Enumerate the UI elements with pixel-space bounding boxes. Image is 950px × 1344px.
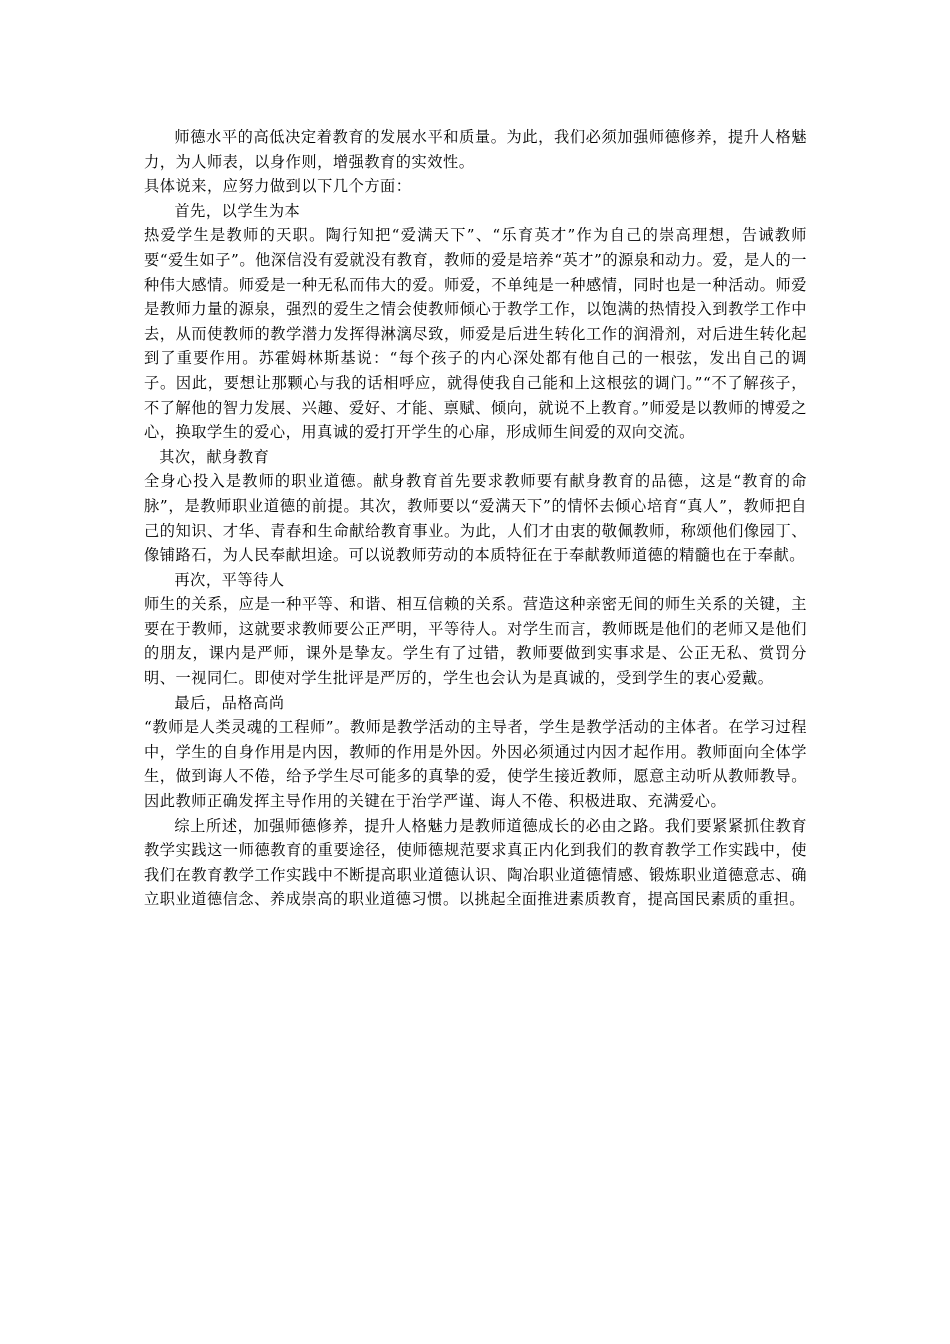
section-heading-student-centered: 首先，以学生为本 <box>174 201 301 220</box>
section-body-character: “教师是人类灵魂的工程师”。教师是教学活动的主导者，学生是教学活动的主体者。在学习过程中，学生的自身作用是内因，教师的作用是外因。外因必须通过内因才起作用。教师面向全体学生，做到诲人不倦，给予学生尽可能多的真挚的爱，使学生接近教师，愿意主动听从教师教导。因此教师正确发挥主导作用的关键在于治学严谨、诲人不倦、积极进取、充满爱心。 <box>144 718 807 811</box>
conclusion-paragraph: 综上所述，加强师德修养，提升人格魅力是教师道德成长的必由之路。我们要紧紧抓住教育教学实践这一师德教育的重要途径，使师德规范要求真正内化到我们的教育教学工作实践中，使我们在教育教学工作实践中不断提高职业道德认识、陶冶职业道德情感、锻炼职业道德意志、确立职业道德信念、养成崇高的职业道德习惯。以挑起全面推进素质教育，提高国民素质的重担。 <box>144 816 807 909</box>
section-body-equality: 师生的关系，应是一种平等、和谐、相互信赖的关系。营造这种亲密无间的师生关系的关键，主要在于教师，这就要求教师要公正严明，平等待人。对学生而言，教师既是他们的老师又是他们的朋友，课内是严师，课外是挚友。学生有了过错，教师要做到实事求是、公正无私、赏罚分明、一视同仁。即使对学生批评是严厉的，学生也会认为是真诚的，受到学生的衷心爱戴。 <box>144 595 807 688</box>
lead-paragraph: 具体说来，应努力做到以下几个方面： <box>144 177 412 196</box>
intro-paragraph: 师德水平的高低决定着教育的发展水平和质量。为此，我们必须加强师德修养，提升人格魅力，为人师表，以身作则，增强教育的实效性。 <box>144 128 807 171</box>
document-body <box>144 125 807 912</box>
section-body-student-centered: 热爱学生是教师的天职。陶行知把“爱满天下”、“乐育英才”作为自己的崇高理想，告诫教师要“爱生如子”。他深信没有爱就没有教育，教师的爱是培养“英才”的源泉和动力。爱，是人的一种伟大感情。师爱是一种无私而伟大的爱。师爱，不单纯是一种感情，同时也是一种活动。师爱是教师力量的源泉，强烈的爱生之情会使教师倾心于教学工作，以饱满的热情投入到教学工作中去，从而使教师的教学潜力发挥得淋漓尽致，师爱是后进生转化工作的润滑剂，对后进生转化起到了重要作用。苏霍姆林斯基说：“每个孩子的内心深处都有他自己的一根弦，发出自己的调子。因此，要想让那颗心与我的话相呼应，就得使我自己能和上这根弦的调门。”“不了解孩子，不了解他的智力发展、兴趣、爱好、才能、禀赋、倾向，就说不上教育。”师爱是以教师的博爱之心，换取学生的爱心，用真诚的爱打开学生的心扉，形成师生间爱的双向交流。 <box>144 226 807 442</box>
section-heading-character: 最后，品格高尚 <box>174 693 285 712</box>
section-heading-equality: 再次，平等待人 <box>174 570 285 589</box>
section-body-dedication: 全身心投入是教师的职业道德。献身教育首先要求教师要有献身教育的品德，这是“教育的命脉”，是教师职业道德的前提。其次，教师要以“爱满天下”的情怀去倾心培育“真人”，教师把自己的知识、才华、青春和生命献给教育事业。为此，人们才由衷的敬佩教师，称颂他们像园丁、像铺路石，为人民奉献坦途。可以说教师劳动的本质特征在于奉献教师道德的精髓也在于奉献。 <box>144 472 807 565</box>
section-heading-dedication: 其次，献身教育 <box>159 447 270 466</box>
